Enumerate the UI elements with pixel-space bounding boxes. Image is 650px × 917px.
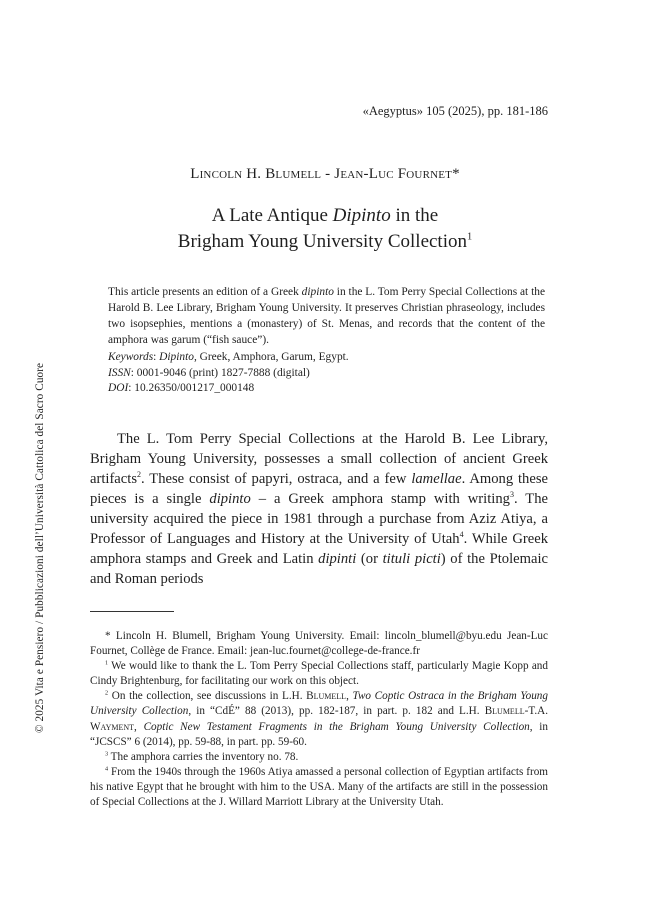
footnote-text: From the 1940s through the 1960s Atiya amassed a personal collection of Egyptian artifacts from his native Egypt that he brought with him to the USA. Many of the artifacts are still in the possession of Special Collections at the J. Willard Marriott Library at the University Utah. xyxy=(90,765,548,809)
body-text: . The university acquired the piece in 1981 through a purchase from Aziz Atiya, a Professor of Languages and History at the University of Utah xyxy=(90,491,548,547)
footnote-number: 2 xyxy=(105,690,109,697)
abstract xyxy=(108,284,545,348)
keywords-sep: : xyxy=(153,351,160,363)
abstract-text: This article presents an edition of a Greek xyxy=(108,286,302,298)
footnote-authors: * Lincoln H. Blumell, Brigham Young University. Email: lincoln_blumell@byu.edu Jean-Luc Fournet, Collège de France. Email: jean-luc.fournet@college-de-france.fr xyxy=(90,630,548,658)
body-text: ) of the Ptolemaic and Roman periods xyxy=(90,551,548,587)
footnote-text: -T.A. xyxy=(524,705,548,718)
footnote-separator xyxy=(90,611,174,612)
footnote-ref-3[interactable]: 3 xyxy=(509,490,514,500)
footnote-text: On the collection, see discussions in L.H. xyxy=(108,690,307,703)
footnote-number: 4 xyxy=(105,766,109,773)
article-title xyxy=(0,203,650,255)
footnote-ref-4[interactable]: 4 xyxy=(459,530,464,540)
footnote-text: , in “CdÉ” 88 (2013), pp. 182-187, in part. p. 182 and L.H. xyxy=(188,705,485,718)
body-text: . Among these pieces is a single xyxy=(90,471,548,507)
body-text: . These consist of papyri, ostraca, and a few xyxy=(141,471,412,487)
body-dipinto: dipinto xyxy=(209,491,251,507)
body-paragraph xyxy=(90,429,548,589)
abstract-text-2: in the L. Tom Perry Special Collections at the Harold B. Lee Library, Brigham Young University. It preserves Christian phraseology, includes two isopsephies, mentions a (monastery) of St. Menas, and records that the content of the amphora was garum (“fish sauce”). xyxy=(108,286,545,346)
footnote-number: 3 xyxy=(105,751,109,758)
body-text: – a Greek amphora stamp with writing xyxy=(250,491,510,507)
article-metadata xyxy=(108,350,545,397)
footnote-text: , xyxy=(346,690,353,703)
footnotes xyxy=(90,629,548,810)
footnote-text: , xyxy=(134,720,144,733)
body-dipinti: dipinti xyxy=(318,551,357,567)
footnote-ref-2[interactable]: 2 xyxy=(137,470,142,480)
copyright-sidebar: © 2025 Vita e Pensiero / Pubblicazioni dell’Università Cattolica del Sacro Cuore xyxy=(34,362,46,733)
abstract-dipinto: dipinto xyxy=(301,286,334,298)
title-text-mid: in the xyxy=(390,205,439,226)
doi-label: DOI xyxy=(108,382,129,394)
footnote-2 xyxy=(90,689,548,749)
issn-line xyxy=(108,366,545,382)
title-footnote-ref[interactable]: 1 xyxy=(467,231,473,243)
keyword-dipinto: Dipinto xyxy=(159,351,194,363)
footnote-1 xyxy=(90,659,548,689)
footnote-3 xyxy=(90,750,548,765)
body-text: . While Greek amphora stamps and Greek and Latin xyxy=(90,531,548,567)
keywords-line xyxy=(108,350,545,366)
body-lamellae: lamellae xyxy=(411,471,462,487)
body-text: (or xyxy=(356,551,383,567)
footnote-4 xyxy=(90,765,548,810)
title-line-2: Brigham Young University Collection xyxy=(177,231,467,252)
author-name: Blumell xyxy=(484,705,525,718)
cited-title: Two Coptic Ostraca in the Brigham Young University Collection xyxy=(90,690,548,718)
footnote-text: The amphora carries the inventory no. 78. xyxy=(108,750,299,763)
footnote-text: , in “JCSCS” 6 (2014), pp. 59-88, in part. pp. 59-60. xyxy=(90,720,549,748)
article-authors: Lincoln H. Blumell - Jean-Luc Fournet* xyxy=(190,166,460,182)
footnote-number: 1 xyxy=(105,660,109,667)
body-text: The L. Tom Perry Special Collections at the Harold B. Lee Library, Brigham Young University, possesses a small collection of ancient Greek artifacts xyxy=(90,431,548,487)
issn-value: : 0001-9046 (print) 1827-7888 (digital) xyxy=(130,366,310,379)
title-dipinto: Dipinto xyxy=(332,205,391,226)
doi-line[interactable] xyxy=(108,381,545,397)
keywords-list: , Greek, Amphora, Garum, Egypt. xyxy=(193,351,349,363)
journal-citation: «Aegyptus» 105 (2025), pp. 181-186 xyxy=(362,104,548,118)
cited-title: Coptic New Testament Fragments in the Brigham Young University Collection xyxy=(143,720,530,733)
footnote-text: We would like to thank the L. Tom Perry Special Collections staff, particularly Magie Kopp and Cindy Brightenburg, for facilitating our work on this object. xyxy=(90,660,548,688)
keywords-label: Keywords xyxy=(108,351,154,363)
author-name: Blumell xyxy=(306,690,347,703)
body-tituli-picti: tituli picti xyxy=(382,551,441,567)
issn-label: ISSN xyxy=(108,366,131,379)
doi-value[interactable]: : 10.26350/001217_000148 xyxy=(128,382,255,394)
title-text: A Late Antique xyxy=(211,205,333,226)
author-name: Wayment xyxy=(90,720,135,733)
